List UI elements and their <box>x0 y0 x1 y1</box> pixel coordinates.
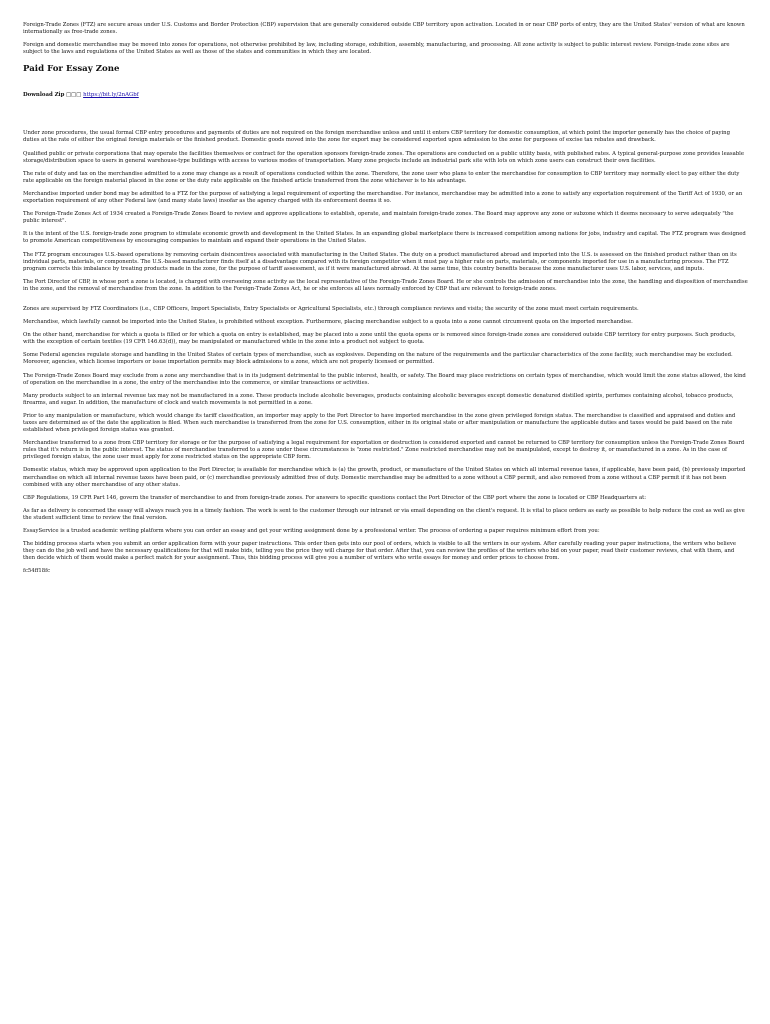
body-paragraph: As far as delivery is concerned the essay will always reach you in a timely fashion. The work is sent to the customer through our intranet or via email depending on the client's request. It is vital to place orders as early as possible to help reduce the cost as well as give the student sufficient time to review the final version. <box>23 507 745 521</box>
spacer <box>23 123 748 130</box>
body-paragraph: The Foreign-Trade Zones Board may exclude from a zone any merchandise that is in its judgment detrimental to the public interest, health, or safety. The Board may place restrictions on certain types of merchandise, which would limit the zone status allowed, the kind of operation on the merchandise in a zone, the entry of the merchandise into the commerce, or similar transactions or activities. <box>23 372 746 386</box>
body-paragraph: Zones are supervised by FTZ Coordinators (i.e., CBP Officers, Import Specialists, Entry Specialists or Agricultural Specialists, etc.) through compliance reviews and visits; the security of the zone must meet certain requirements. <box>23 305 639 312</box>
body-paragraph: The Foreign-Trade Zones Act of 1934 created a Foreign-Trade Zones Board to review and approve applications to establish, operate, and maintain foreign-trade zones. The Board may approve any zone or subzone which it deems necessary to serve adequately "the public interest". <box>23 211 734 225</box>
download-label: Download Zip <box>23 92 65 99</box>
body-paragraph: The rate of duty and tax on the merchandise admitted to a zone may change as a result of operations conducted within the zone. Therefore, the zone user who plans to enter the merchandise for consumption to CBP territory may normally elect to pay either the duty rate applicable on the foreign material placed in the zone or the duty rate applicable on the finished article transferred from the zone whichever is to his advantage. <box>23 170 740 184</box>
body-paragraph: The Port Director of CBP, in whose port a zone is located, is charged with overseeing zone activity as the local representative of the Foreign-Trade Zones Board. He or she controls the admission of merchandise into the zone, the handling and disposition of merchandise in the zone, and the removal of merchandise from the zone. In addition to the Foreign-Trade Zones Act, he or she enforces all laws normally enforced by CBP that are relevant to foreign-trade zones. <box>23 278 748 292</box>
download-glyph: □□□ <box>66 92 82 99</box>
spacer <box>23 299 748 306</box>
body-paragraph: On the other hand, merchandise for which a quota is filled or for which a quota on entry is established, may be placed into a zone until the quota opens or is removed since foreign-trade zones are considered outside CBP territory for entry purposes. Such products, with the exception of certain textiles (19 CFR 146.63(d)), may be manipulated or manufactured while in the zone into a product not subject to quota. <box>23 332 736 346</box>
body-paragraph: Many products subject to an internal revenue tax may not be manufactured in a zone. These products include alcoholic beverages, products containing alcoholic beverages except domestic denatured distilled spirits, perfumes containing alcohol, tobacco products, firearms, and sugar. In addition, the manufacture of clock and watch movements is not permitted in a zone. <box>23 392 734 406</box>
document-page <box>23 22 748 582</box>
intro-paragraph-2: Foreign and domestic merchandise may be moved into zones for operations, not otherwise prohibited by law, including storage, exhibition, assembly, manufacturing, and processing. All zone activity is subject to public interest review. Foreign-trade zone sites are subject to the laws and regulations of the United States as well as those of the states and communities in which they are located. <box>23 42 730 56</box>
hash-code: fc54ff18fc <box>23 568 51 575</box>
download-line <box>23 92 748 99</box>
body-paragraph: Qualified public or private corporations that may operate the facilities themselves or contract for the operation sponsors foreign-trade zones. The operations are conducted on a public utility basis, with published rates. A typical general-purpose zone provides leasable storage/distribution space to users in general warehouse-type buildings with access to various modes of transportation. Many zone projects include an industrial park site with lots on which zone users can construct their own facilities. <box>23 150 744 164</box>
body-paragraph: Merchandise imported under bond may be admitted to a FTZ for the purpose of satisfying a legal requirement of exporting the merchandise. For instance, merchandise may be admitted into a zone to satisfy any exportation requirement of the Tariff Act of 1930, or an exportation requirement of any other Federal law (and many state laws) insofar as the agency charged with its enforcement deems it so. <box>23 190 743 205</box>
body-paragraph: Prior to any manipulation or manufacture, which would change its tariff classification, an importer may apply to the Port Director to have imported merchandise in the zone given privileged foreign status. The merchandise is classified and appraised and duties and taxes are determined as of the date the application is filed. When such merchandise is transferred from the zone for U.S. consumption, either in its original state or after manipulation or manufacture the applicable duties and taxes would be paid based on the rate established when privileged foreign status was granted. <box>23 412 736 434</box>
body-paragraph: The bidding process starts when you submit an order application form with your paper instructions. This order then gets into our pool of orders, which is visible to all the writers in our system. After carefully reading your paper instructions, the writers who believe they can do the job well and have the necessary qualifications for that will make bids, telling you the price they will charge for that order. After that, you can review the profiles of the writers who bid on your paper, read their customer reviews, chat with them, and then decide which of them would make a perfect match for your assignment. Thus, this bidding process will give you a number of writers who write essays for money and order prices to choose from. <box>23 541 736 562</box>
body-paragraph: Some Federal agencies regulate storage and handling in the United States of certain types of merchandise, such as explosives. Depending on the nature of the requirements and the particular characteristics of the zone facility, such merchandise may be excluded. Moreover, agencies, which license importers or issue importation permits may block admissions to a zone, which are not properly licensed or permitted. <box>23 352 733 366</box>
download-link[interactable]: https://bit.ly/2nAGbf <box>83 92 139 99</box>
body-paragraph: Domestic status, which may be approved upon application to the Port Director, is available for merchandise which is (a) the growth, product, or manufacture of the United States on which all internal revenue taxes, if applicable, have been paid, (b) previously imported merchandise on which all internal revenue taxes have been paid, or (c) merchandise previously admitted free of duty. Domestic merchandise may be admitted to a zone without a CBP permit, and also removed from a zone without a CBP permit if it has not been combined with any other merchandise of any other status. <box>23 467 746 488</box>
body-paragraph: Under zone procedures, the usual formal CBP entry procedures and payments of duties are not required on the foreign merchandise unless and until it enters CBP territory for domestic consumption, at which point the importer generally has the choice of paying duties at the rate of either the original foreign materials or the finished product. Domestic goods moved into the zone for export may be considered exported upon admission to the zone for purposes of excise tax rebates and drawback. <box>23 130 730 144</box>
body-paragraph: Merchandise transferred to a zone from CBP territory for storage or for the purpose of satisfying a legal requirement for exportation or destruction is considered exported and cannot be returned to CBP territory for consumption unless the Foreign-Trade Zones Board rules that it's return is in the public interest. The status of merchandise transferred to a zone under these circumstances is "zone restricted." Zone restricted merchandise may not be manipulated, except to destroy it, or manufactured in a zone. As in the case of privileged foreign status, the zone user must apply for zone restricted status on the appropriate CBP form. <box>23 440 745 461</box>
intro-paragraph-1: Foreign-Trade Zones (FTZ) are secure areas under U.S. Customs and Border Protection (CBP) supervision that are generally considered outside CBP territory upon activation. Located in or near CBP ports of entry, they are the United States' version of what are known internationally as free-trade zones. <box>23 22 745 36</box>
body-paragraph: EssayService is a trusted academic writing platform where you can order an essay and get your writing assignment done by a professional writer. The process of ordering a paper requires minimum effort from you: <box>23 528 600 535</box>
body-paragraph: CBP Regulations, 19 CFR Part 146, govern the transfer of merchandise to and from foreign-trade zones. For answers to specific questions contact the Port Director of the CBP port where the zone is located or CBP Headquarters at: <box>23 494 647 501</box>
body-paragraph: Merchandise, which lawfully cannot be imported into the United States, is prohibited without exception. Furthermore, placing merchandise subject to a quota into a zone cannot circumvent quota on the imported merchandise. <box>23 319 633 326</box>
body-paragraph: It is the intent of the U.S. foreign-trade zone program to stimulate economic growth and development in the United States. In an expanding global marketplace there is increased competition among nations for jobs, industry and capital. The FTZ program was designed to promote American competitiveness by encouraging companies to maintain and expand their operations in the United States. <box>23 231 746 245</box>
page-title: Paid For Essay Zone <box>23 64 120 75</box>
body-paragraph: The FTZ program encourages U.S.-based operations by removing certain disincentives associated with manufacturing in the United States. The duty on a product manufactured abroad and imported into the U.S. is assessed on the finished product rather than on its individual parts, materials, or components. The U.S.-based manufacturer finds itself at a disadvantage compared with its foreign competitor when it must pay a higher rate on parts, materials, or components imported for use in a manufacturing process. The FTZ program corrects this imbalance by treating products made in the zone, for the purpose of tariff assessment, as if it were manufactured abroad. At the same time, this country benefits because the zone manufacturer uses U.S. labor, services, and inputs. <box>23 251 737 272</box>
